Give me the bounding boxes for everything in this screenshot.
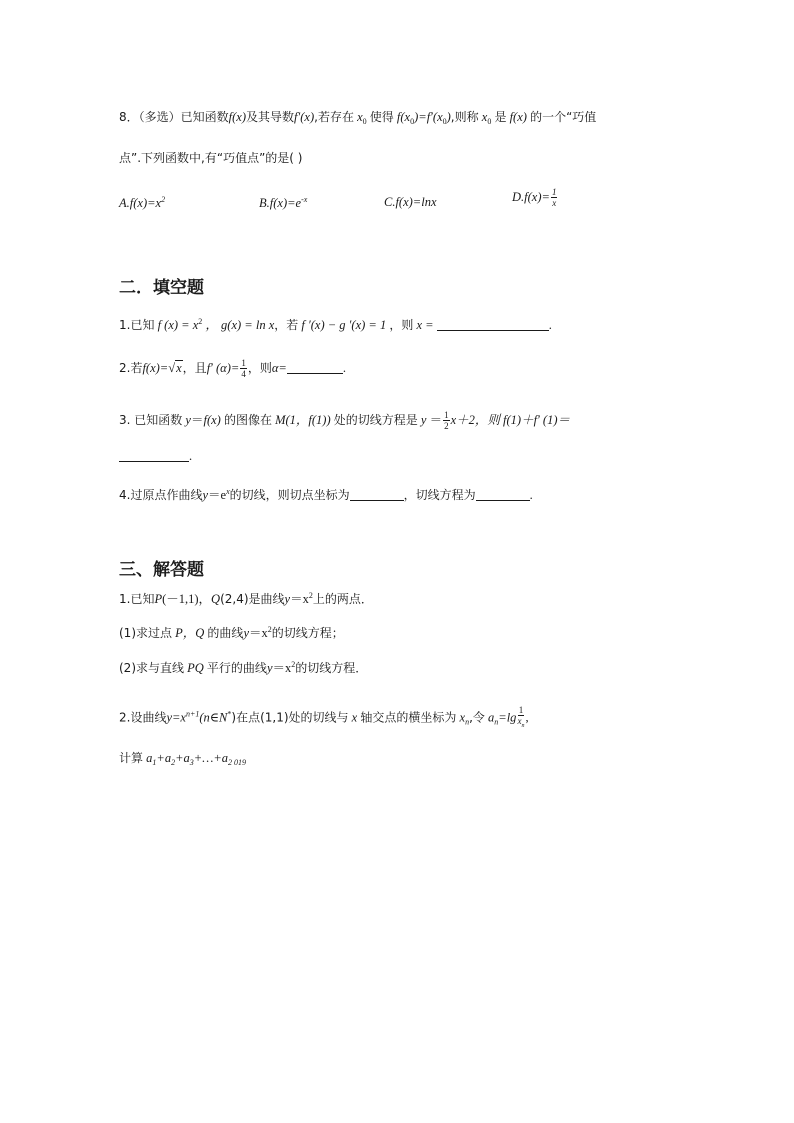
text: 2.设曲线 [119,710,167,725]
math-sup: 2 [308,591,313,600]
math-sup: 2 [198,317,203,326]
fill-q4 [119,488,533,502]
math: a [146,751,153,765]
text: . [529,488,533,502]
math-sub: 0 [362,117,367,126]
math-sup: 2 [161,195,166,204]
math: x＋2，则 [450,412,500,427]
option-a [119,195,165,211]
text: 的切线方程； [271,626,344,640]
math: +a [175,751,190,765]
option-d-text: D.f(x)= [512,189,550,204]
denominator: 4 [241,369,246,379]
text: ，切线方程为 [403,488,476,502]
text: 1.已知 [119,592,155,606]
math: f(x) [228,110,247,124]
solve-q1-part1 [119,626,344,640]
math-sup: 2 [267,625,272,634]
sqrt: √x [168,360,182,375]
math: M(1，f(1)) [275,412,331,427]
text: ，且 [182,360,207,375]
denominator: 2 [444,421,449,431]
math: f(1)＋f′ (1)＝ [503,412,571,427]
math: a [488,710,495,725]
text: 轴交点的横坐标为 [360,710,457,725]
math: =lg [498,710,517,725]
math: (－1,1)， [162,592,212,606]
fill-q3 [119,411,570,431]
math-sub: 1 [152,758,157,767]
denominator-base: x [517,716,522,726]
math: y [243,626,249,640]
math: f′ (α)= [206,360,240,375]
math: y [420,412,427,427]
math-sub: 0 [487,117,492,126]
text: (1)求过点 [119,626,172,640]
text: , [525,710,529,725]
text: . [189,449,193,463]
math-sub: n [465,717,470,727]
math: y [202,488,209,502]
text: 平行的曲线 [206,661,267,675]
math: ＝x [272,661,292,675]
option-d [512,188,558,208]
math: PQ [187,661,204,675]
denominator [517,716,524,731]
text: 计算 [119,751,144,765]
fraction [551,188,558,208]
math: x [351,710,358,725]
math: x [459,710,466,725]
math-sup: n+1 [185,709,200,719]
math: ＝ [429,412,443,427]
math: (n∈N [199,710,228,725]
fraction [517,706,524,731]
text: (2)求与直线 [119,661,184,675]
math: +a [156,751,172,765]
text: 处的切线方程是 [333,412,418,427]
math-sup: * [227,709,232,719]
math: x [481,110,488,124]
solve-q2-compute [119,752,246,767]
text: 及其导数 [246,110,295,124]
math-sub: 3 [189,758,194,767]
text: ，则 [247,360,272,375]
question-8-line-2: 点”.下列函数中,有“巧值点”的是( ) [119,151,303,165]
fraction [443,411,450,431]
section-3-title: 三、解答题 [119,560,204,580]
math: P，Q [175,626,205,640]
math: )=f′(x [414,110,443,124]
text: ,则称 [450,110,479,124]
math: ＝ [190,412,204,427]
fill-q2 [119,359,346,379]
text: 上的两点． [312,592,373,606]
text: 的图像在 [223,412,272,427]
fill-q1 [119,318,552,332]
section-2-title: 二．填空题 [119,278,204,298]
solve-q1 [119,592,373,606]
text: 的一个“巧值 [530,110,597,124]
answer-blank[interactable] [350,489,404,501]
math: ， g(x) = ln x [205,318,275,332]
math: P [154,592,163,606]
text: . [342,360,346,375]
math: Q [211,592,221,606]
text: 3. 已知函数 [119,412,183,427]
text: 的切线，则切点坐标为 [229,488,350,502]
text: ，则 [389,318,414,332]
math: y [185,412,191,427]
math: ＝e [208,488,227,502]
solve-q2 [119,706,529,731]
option-b [259,195,307,211]
math: ＝x [249,626,268,640]
math-sub: n [494,717,499,727]
math: +…+a [193,751,229,765]
denominator: x [552,198,557,208]
text: 4.过原点作曲线 [119,488,203,502]
math: y [284,592,291,606]
math: f(x)= [142,360,169,375]
math: y [266,661,273,675]
answer-blank[interactable] [119,450,189,462]
math-sub: 2 019 [228,758,247,767]
numerator: 1 [444,410,449,420]
option-c [384,195,437,210]
text: ,令 [469,710,485,725]
numerator: 1 [551,187,557,197]
text: (2,4)是曲线 [220,592,285,606]
numerator: 1 [241,358,246,368]
numerator: 1 [518,705,524,715]
math: ) [446,110,451,124]
math-sup: x [226,487,230,496]
text: 已知函数 [180,110,229,124]
math: f(x [396,110,411,124]
text: . [548,318,552,332]
answer-blank[interactable] [287,362,343,374]
math: f(x) [203,412,221,427]
fill-q3-answer [119,450,192,463]
text: )在点(1,1)处的切线与 [231,710,349,725]
math-sub: n [521,723,525,729]
math-sup: 2 [291,660,296,669]
math: x = [416,318,434,332]
math-sub: 2 [171,758,176,767]
text: ,若存在 [314,110,354,124]
math: x [357,110,363,124]
text: 1.已知 [119,318,155,332]
text: 2.若 [119,360,143,375]
math: α= [271,360,287,375]
text: 的曲线 [207,626,244,640]
math-sub: 0 [442,117,447,126]
math: f(x) [509,110,527,124]
text: ，若 [274,318,299,332]
text: 使得 [369,110,394,124]
text: 是 [494,110,507,124]
question-8-line-1 [119,111,596,126]
multi-select-tag: （多选） [138,110,181,124]
option-c-text: C.f(x)=lnx [384,195,437,209]
math-sup: -x [301,195,308,204]
radicand: x [176,360,182,375]
solve-q1-part2 [119,661,367,675]
math-sub: 0 [410,117,415,126]
math: ＝x [290,592,309,606]
math: f ′(x) − g ′(x) = 1 [301,318,387,332]
option-a-text: A.f(x)=x [119,196,162,210]
option-b-text: B.f(x)=e [259,196,302,210]
fraction [240,359,247,379]
math: f′(x) [294,110,315,124]
text: 的切线方程． [295,661,368,675]
math: f (x) = x [157,318,199,332]
answer-blank[interactable] [437,319,549,331]
question-number: 8． [119,110,139,124]
answer-blank[interactable] [476,489,530,501]
math: y=x [166,710,186,725]
